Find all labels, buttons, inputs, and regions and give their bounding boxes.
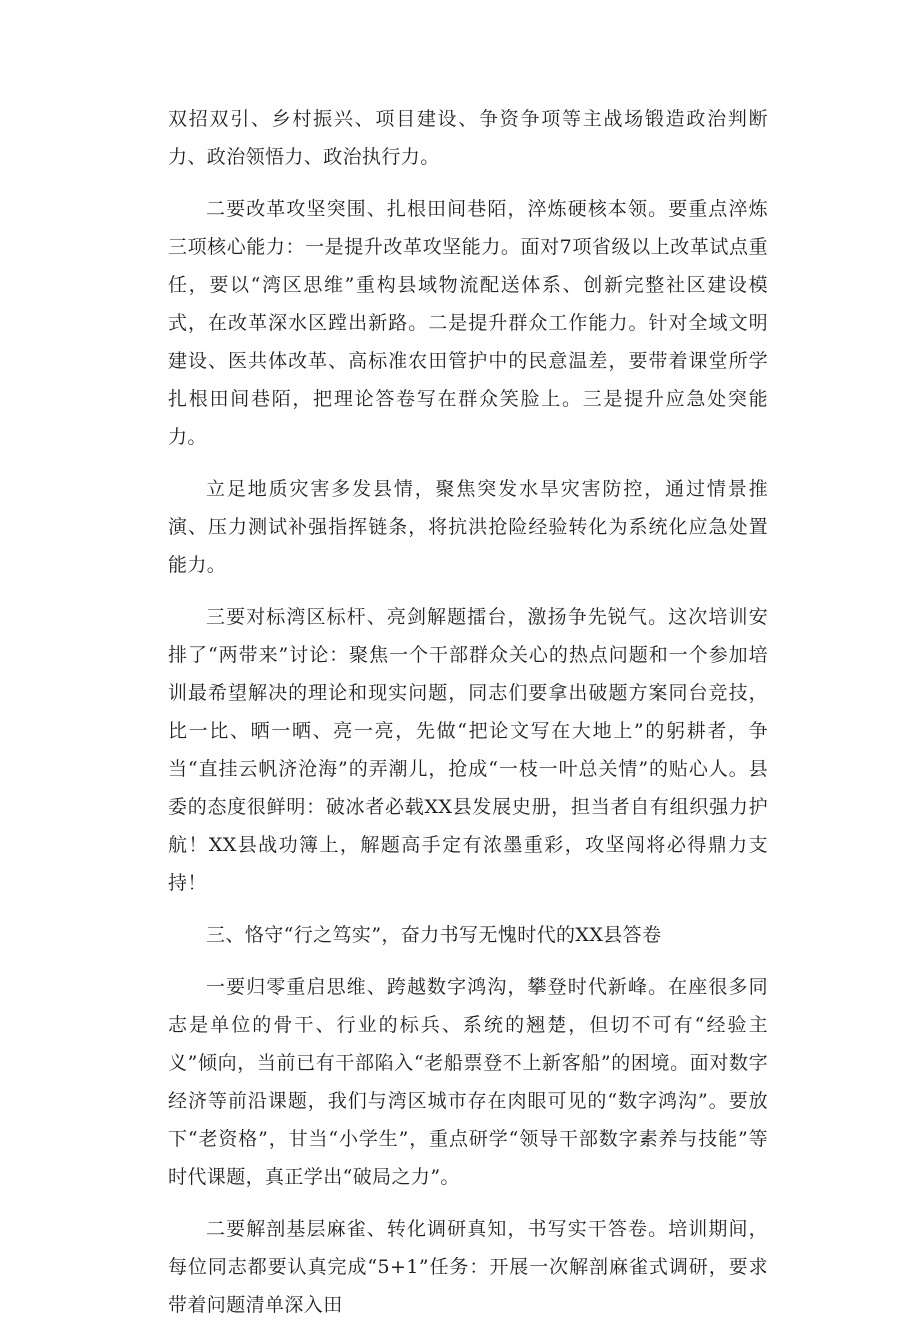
paragraph-benchmark-bay-area: 三要对标湾区标杆、亮剑解题擂台，激扬争先锐气。这次培训安排了“两带来”讨论：聚焦一个干部群众关心的热点问题和一个参加培训最希望解决的理论和现实问题，同志们要拿出破题方案同台竞技，比一比、晒一晒、亮一亮，先做“把论文写在大地上”的躬耕者，争当“直挂云帆济沧海”的弄潮儿，抢成“一枝一叶总关情”的贴心人。县委的态度很鲜明：破冰者必载XX县发展史册，担当者自有组织强力护航！XX县战功簿上，解题高手定有浓墨重彩，攻坚闯将必得鼎力支持！ <box>168 606 768 894</box>
paragraph-grassroots-research: 二要解剖基层麻雀、转化调研真知，书写实干答卷。培训期间，每位同志都要认真完成“5+1”任务：开展一次解剖麻雀式调研，要求带着问题清单深入田 <box>168 1218 768 1316</box>
paragraph-emergency-response: 立足地质灾害多发县情，聚焦突发水旱灾害防控，通过情景推演、压力测试补强指挥链条，将抗洪抢险经验转化为系统化应急处置能力。 <box>168 478 768 576</box>
document-body <box>168 100 768 1338</box>
paragraph-digital-divide: 一要归零重启思维、跨越数字鸿沟，攀登时代新峰。在座很多同志是单位的骨干、行业的标兵、系统的翘楚，但切不可有“经验主义”倾向，当前已有干部陷入“老船票登不上新客船”的困境。面对数字经济等前沿课题，我们与湾区城市存在肉眼可见的“数字鸿沟”。要放下“老资格”，甘当“小学生”，重点研学“领导干部数字素养与技能”等时代课题，真正学出“破局之力”。 <box>168 976 768 1188</box>
section-heading: 三、恪守“行之笃实”，奋力书写无愧时代的XX县答卷 <box>206 924 662 946</box>
paragraph-continuation: 双招双引、乡村振兴、项目建设、争资争项等主战场锻造政治判断力、政治领悟力、政治执行力。 <box>168 108 768 168</box>
paragraph-reform-capability: 二要改革攻坚突围、扎根田间巷陌，淬炼硬核本领。要重点淬炼三项核心能力：一是提升改革攻坚能力。面对7项省级以上改革试点重任，要以“湾区思维”重构县域物流配送体系、创新完整社区建设模式，在改革深水区蹚出新路。二是提升群众工作能力。针对全域文明建设、医共体改革、高标准农田管护中的民意温差，要带着课堂所学扎根田间巷陌，把理论答卷写在群众笑脸上。三是提升应急处突能力。 <box>168 198 768 448</box>
